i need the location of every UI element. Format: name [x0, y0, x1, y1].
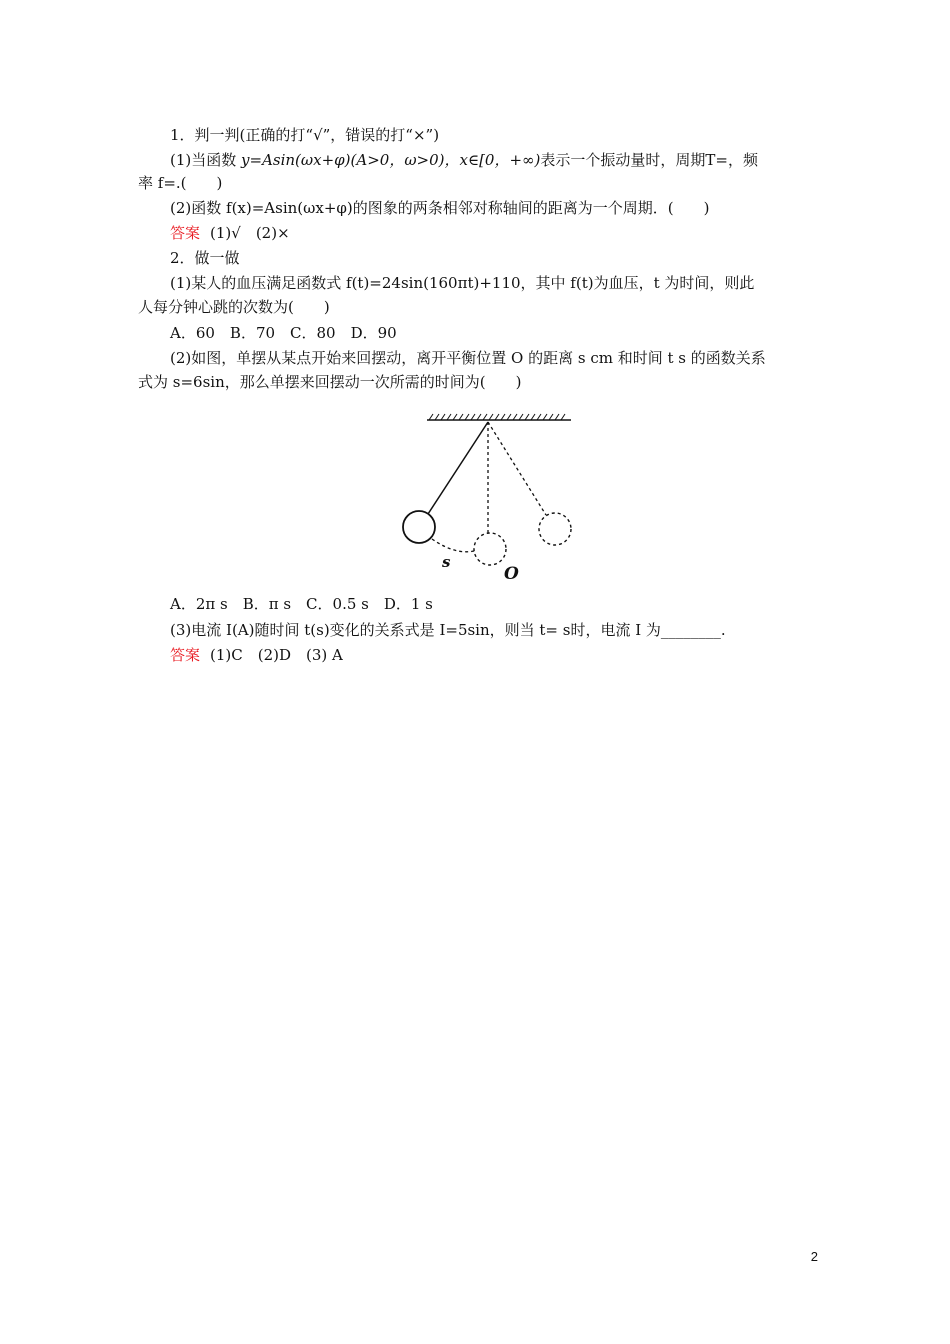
pendulum-bob-right	[539, 513, 571, 545]
q1-item1-formula: y=Asin(ωx+φ)(A>0，ω>0)，x∈[0，+∞)	[241, 151, 541, 169]
q1-title: 1．判一判(正确的打“√”，错误的打“×”)	[170, 126, 440, 144]
q1-answer-text: (1)√ (2)×	[210, 224, 290, 242]
q2-answer	[170, 644, 820, 666]
q2-item2-line2: 式为 s=6sin，那么单摆来回摆动一次所需的时间为( )	[138, 373, 522, 391]
pendulum-bob-center	[474, 533, 506, 565]
q2-item3: (3)电流 I(A)随时间 t(s)变化的关系式是 I=5sin，则当 t= s时，电流 I 为________.	[170, 621, 726, 639]
q2-answer-text: (1)C (2)D (3) A	[210, 646, 343, 664]
page-number: 2	[810, 1249, 818, 1264]
pendulum-string-solid	[428, 422, 488, 514]
q1-item1-line1	[170, 149, 820, 171]
q1-item2: (2)函数 f(x)=Asin(ωx+φ)的图象的两条相邻对称轴间的距离为一个周期．( )	[170, 199, 710, 217]
pendulum-string-right	[488, 422, 546, 515]
pendulum-bob-solid	[403, 511, 435, 543]
q2-item1-options: A．60 B．70 C．80 D．90	[170, 324, 397, 342]
q2-item2-options: A．2π s B．π s C．0.5 s D．1 s	[170, 595, 433, 613]
ceiling-hatch	[429, 414, 565, 420]
figure-label-o: O	[504, 564, 519, 584]
pendulum-figure	[385, 402, 597, 587]
q2-item2-line1: (2)如图，单摆从某点开始来回摆动，离开平衡位置 O 的距离 s cm 和时间 t s 的函数关系	[170, 349, 766, 367]
q2-item1-line2: 人每分钟心跳的次数为( )	[138, 298, 330, 316]
q1-item1-period: T=，频	[705, 151, 758, 169]
q2-item1-line1: (1)某人的血压满足函数式 f(t)=24sin(160πt)+110，其中 f(t)为血压，t 为时间，则此	[170, 274, 755, 292]
q1-item1-line2: 率 f=.( )	[138, 174, 223, 192]
q2-title: 2．做一做	[170, 249, 240, 267]
q1-item1-prefix: (1)当函数	[170, 151, 237, 169]
q1-answer-label: 答案	[170, 224, 201, 242]
q1-answer	[170, 222, 820, 244]
figure-label-s: s	[442, 553, 451, 571]
arc-path	[432, 539, 474, 552]
q1-item1-middle: 表示一个振动量时，周期	[540, 151, 706, 169]
q2-answer-label: 答案	[170, 646, 201, 664]
